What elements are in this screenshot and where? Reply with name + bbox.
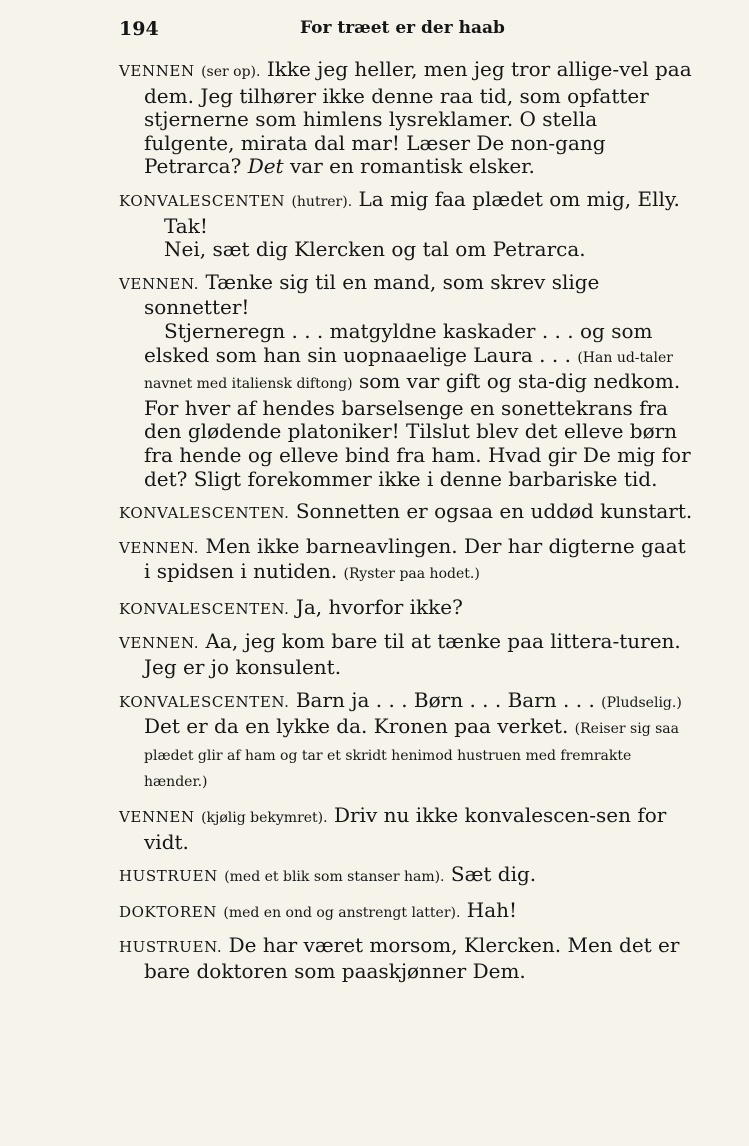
speech-vennen-1 (119, 58, 693, 179)
speech-text: Sæt dig. (450, 862, 537, 887)
play-text (119, 58, 693, 993)
stage-direction: (med en ond og anstrengt latter). (223, 904, 461, 921)
speech-text: Ikke jeg heller, men jeg tror allige-vel paa dem. Jeg tilhører ikke denne raa tid, som opfatter stjernerne som himlens lysreklamer. O stella fulgente, mirata dal mar! Læser De non-gang Petrarca? (144, 57, 692, 179)
emphasized-word: Det (247, 154, 284, 179)
speech-text: Aa, jeg kom bare til at tænke paa littera-turen. Jeg er jo konsulent. (144, 629, 681, 680)
speech-line: Nei, sæt dig Klercken og tal om Petrarca. (164, 237, 586, 262)
speaker-name: VENNEN. (119, 634, 200, 653)
page-number: 194 (119, 18, 159, 40)
speech-hustruen-2 (119, 934, 693, 983)
speech-text: Sonnetten er ogsaa en uddød kunstart. (295, 499, 693, 524)
speech-vennen-3 (119, 535, 693, 587)
speaker-name: VENNEN. (119, 274, 200, 293)
speech-text: Det er da en lykke da. Kronen paa verket. (144, 714, 569, 739)
speech-vennen-5 (119, 804, 693, 854)
speaker-name: VENNEN (119, 808, 195, 827)
stage-direction: (Han ud-taler navnet med italiensk diftong) (144, 349, 673, 393)
speech-vennen-2 (119, 271, 693, 320)
speech-text: Tænke sig til en mand, som skrev slige sonnetter! (144, 269, 600, 320)
speech-konvalescenten-1 (119, 188, 693, 215)
speech-text: Stjerneregn . . . matgyldne kaskader . . . og som elsked som han sin uopnaaelige Laura . . . (144, 318, 653, 367)
stage-direction: (kjølig bekymret). (201, 810, 328, 827)
stage-direction: (Reiser sig saa plædet glir af ham og tar et skridt henimod hustruen med fremrakte hænder.) (144, 721, 679, 791)
speaker-name: VENNEN. (119, 538, 200, 557)
speaker-name: VENNEN (119, 62, 195, 80)
speech-konvalescenten-4 (119, 689, 693, 795)
running-title: For træet er der haab (300, 18, 505, 38)
speech-paragraph (119, 320, 693, 491)
speech-text: var en romantisk elsker. (289, 154, 535, 179)
speaker-name: DOKTOREN (119, 902, 218, 921)
speaker-name: KONVALESCENTEN. (119, 504, 290, 523)
speech-text: De har været morsom, Klercken. Men det er bare doktoren som paaskjønner Dem. (144, 933, 680, 983)
speaker-name: KONVALESCENTEN (119, 191, 286, 210)
stage-direction: (Ryster paa hodet.) (343, 566, 480, 583)
speaker-name: KONVALESCENTEN. (119, 692, 290, 711)
stage-direction: (ser op). (201, 64, 261, 80)
speaker-name: HUSTRUEN (119, 867, 218, 886)
speech-text: Driv nu ikke konvalescen-sen for vidt. (144, 803, 667, 854)
speech-konvalescenten-3 (119, 596, 693, 622)
stage-direction: (hutrer). (291, 193, 353, 210)
speech-line: Tak! (164, 213, 208, 238)
speech-text: Ja, hvorfor ikke? (295, 594, 463, 619)
speech-text: Hah! (466, 897, 518, 922)
stage-direction: (med et blik som stanser ham). (224, 869, 445, 886)
speech-hustruen-1 (119, 863, 693, 890)
speech-text: Barn ja . . . Børn . . . Barn . . . (295, 687, 595, 712)
speech-text: som var gift og sta-dig nedkom. For hver af hendes barselsenge en sonettekrans fra den glødende platoniker! Tilslut blev det elleve børn fra hende og elleve bind fra ham. Hvad gir De mig for det? Sligt forekommer ikke i denne barbariske tid. (144, 369, 691, 491)
stage-direction: (Pludselig.) (601, 694, 682, 711)
speaker-name: KONVALESCENTEN. (119, 599, 290, 618)
speaker-name: HUSTRUEN. (119, 938, 223, 957)
speech-text: La mig faa plædet om mig, Elly. (358, 186, 680, 211)
speech-vennen-4 (119, 630, 693, 679)
speech-doktoren-1 (119, 899, 693, 926)
speech-text: Men ikke barneavlingen. Der har digterne gaat i spidsen i nutiden. (144, 533, 686, 584)
speech-konvalescenten-2 (119, 500, 693, 526)
